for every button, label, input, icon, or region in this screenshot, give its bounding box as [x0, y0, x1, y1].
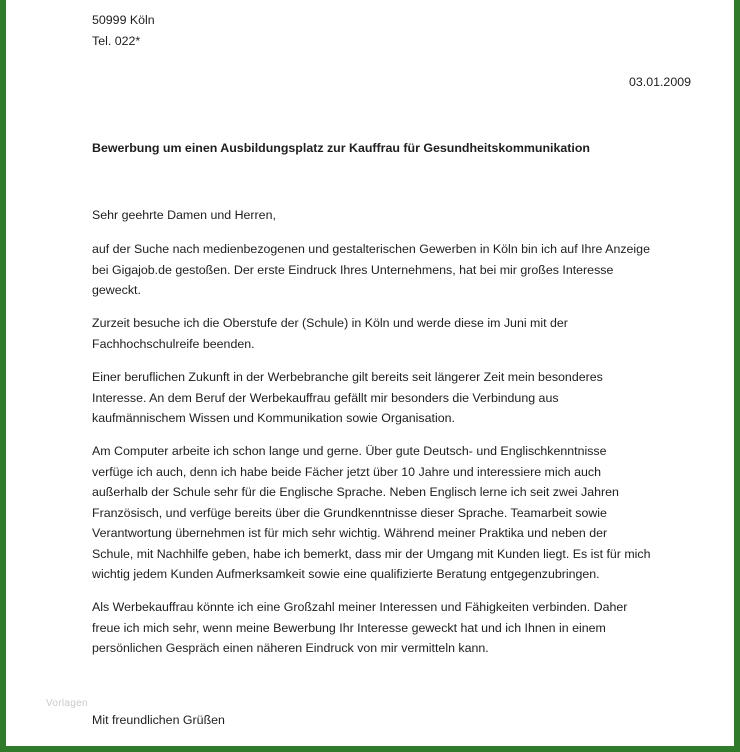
sender-address: 50999 Köln: [92, 13, 155, 27]
paragraph-line: Schule, mit Nachhilfe geben, habe ich bemerkt, dass mir der Umgang mit Kunden liegt. Es ist für mich: [92, 546, 651, 561]
paragraph-line: persönlichen Gespräch einen näheren Eindruck von mir vermitteln kann.: [92, 641, 489, 655]
letter-date: 03.01.2009: [628, 75, 691, 89]
paragraph-line: Verantwortung übernehmen ist für mich sehr wichtig. Während meiner Praktika und neben der: [92, 526, 608, 540]
paragraph-line: verfüge ich auch, denn ich habe beide Fächer jetzt über 10 Jahre und interessiere mich auch: [92, 464, 602, 479]
watermark-text: Vorlagen: [46, 698, 88, 709]
paragraph-line: freue ich mich sehr, wenn meine Bewerbung Ihr Interesse geweckt hat und ich Ihnen in einem: [92, 620, 606, 635]
salutation: Sehr geehrte Damen und Herren,: [92, 208, 276, 222]
paragraph-line: kaufmännischem Wissen und Kommunikation sowie Organisation.: [92, 411, 455, 425]
paragraph-line: bei Gigajob.de gestoßen. Der erste Eindruck Ihres Unternehmens, hat bei mir großes Interesse: [92, 262, 614, 277]
paragraph-3: [92, 367, 702, 429]
paragraph-line: Interesse. An dem Beruf der Werbekauffrau gefällt mir besonders die Verbindung aus: [92, 390, 559, 405]
paragraph-2: [92, 313, 702, 354]
paragraph-line: Zurzeit besuche ich die Oberstufe der (Schule) in Köln und werde diese im Juni mit der: [92, 316, 568, 330]
paragraph-line: auf der Suche nach medienbezogenen und gestalterischen Gewerben in Köln bin ich auf Ihre Anzeige: [92, 242, 650, 256]
paragraph-line: Als Werbekauffrau könnte ich eine Großzahl meiner Interessen und Fähigkeiten verbinden. Daher: [92, 600, 628, 614]
paragraph-4: [92, 441, 702, 585]
letter-document: [6, 0, 740, 752]
paragraph-line: wichtig jedem Kunden Aufmerksamkeit sowie eine qualifizierte Beratung entgegenzubringen.: [92, 567, 600, 581]
paragraph-line: Französisch, und verfüge bereits über die Grundkenntnisse dieser Sprache. Teamarbeit sowie: [92, 505, 607, 520]
paragraph-line: Einer beruflichen Zukunft in der Werbebranche gilt bereits seit längerer Zeit mein besonderes: [92, 370, 603, 384]
letter-subject: Bewerbung um einen Ausbildungsplatz zur Kauffrau für Gesundheitskommunikation: [92, 141, 590, 155]
paragraph-5: [92, 597, 702, 659]
paragraph-line: außerhalb der Schule sehr für die Englische Sprache. Neben Englisch lerne ich seit zwei Jahren: [92, 485, 619, 499]
sender-phone: Tel. 022*: [92, 34, 141, 48]
paragraph-1: [92, 239, 702, 301]
paragraph-line: Am Computer arbeite ich schon lange und gerne. Über gute Deutsch- und Englischkenntnisse: [92, 444, 607, 458]
closing-phrase: Mit freundlichen Grüßen: [92, 713, 225, 727]
paragraph-line: geweckt.: [92, 283, 141, 297]
paragraph-line: Fachhochschulreife beenden.: [92, 336, 255, 351]
